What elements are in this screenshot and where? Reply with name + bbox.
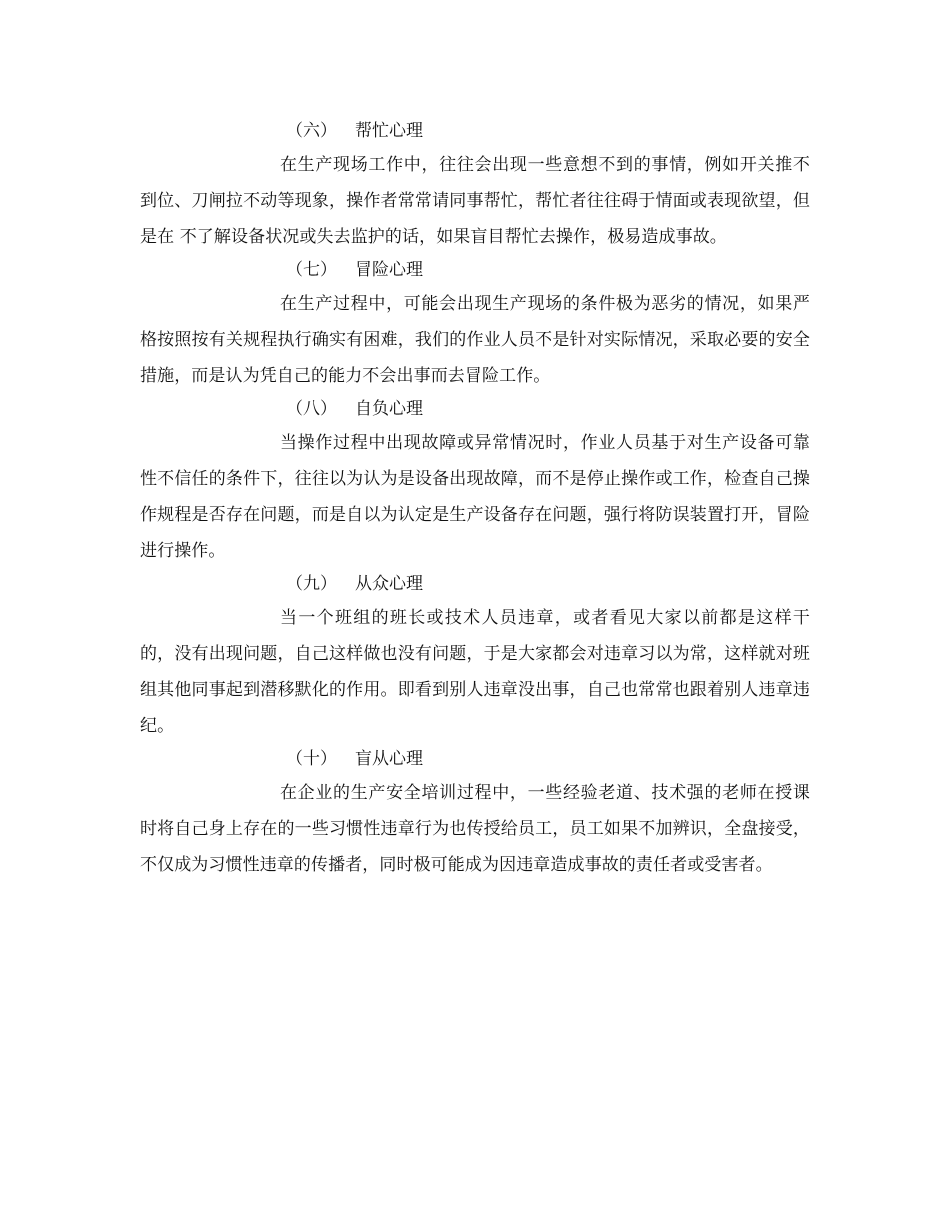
section-nine [140, 569, 810, 744]
section-number: （十） [286, 749, 337, 769]
section-paragraph: 当操作过程中出现故障或异常情况时，作业人员基于对生产设备可靠性不信任的条件下，往往以为认为是设备出现故障，而不是停止操作或工作，检查自己操作规程是否存在问题，而是自以为认定是生产设备存在问题，强行将防误装置打开，冒险进行操作。 [140, 433, 810, 561]
section-title: 帮忙心理 [355, 121, 423, 141]
section-seven [140, 255, 810, 394]
section-number: （八） [286, 399, 337, 419]
section-paragraph: 在企业的生产安全培训过程中，一些经验老道、技术强的老师在授课时将自己身上存在的一些习惯性违章行为也传授给员工，员工如果不加辨识，全盘接受，不仅成为习惯性违章的传播者，同时极可能成为因违章造成事故的责任者或受害者。 [140, 783, 810, 875]
section-title: 自负心理 [355, 399, 423, 419]
section-six [140, 116, 810, 255]
section-number: （六） [286, 121, 337, 141]
document-body [140, 116, 810, 883]
section-eight [140, 394, 810, 569]
section-heading [140, 255, 810, 285]
section-title: 冒险心理 [355, 260, 423, 280]
section-heading [140, 116, 810, 146]
section-paragraph: 在生产过程中，可能会出现生产现场的条件极为恶劣的情况，如果严格按照按有关规程执行确实有困难，我们的作业人员不是针对实际情况，采取必要的安全措施，而是认为凭自己的能力不会出事而去冒险工作。 [140, 294, 810, 386]
section-number: （七） [286, 260, 337, 280]
section-title: 盲从心理 [355, 749, 423, 769]
section-heading [140, 569, 810, 599]
section-paragraph: 在生产现场工作中，往往会出现一些意想不到的事情，例如开关推不到位、刀闸拉不动等现象，操作者常常请同事帮忙，帮忙者往往碍于情面或表现欲望，但是在 不了解设备状况或失去监护的话，如果盲目帮忙去操作，极易造成事故。 [140, 155, 810, 247]
section-ten [140, 744, 810, 883]
section-title: 从众心理 [355, 574, 423, 594]
section-heading [140, 744, 810, 774]
section-number: （九） [286, 574, 337, 594]
section-heading [140, 394, 810, 424]
section-paragraph: 当一个班组的班长或技术人员违章，或者看见大家以前都是这样干的，没有出现问题，自己这样做也没有问题，于是大家都会对违章习以为常，这样就对班组其他同事起到潜移默化的作用。即看到别人违章没出事，自己也常常也跟着别人违章违纪。 [140, 608, 810, 736]
